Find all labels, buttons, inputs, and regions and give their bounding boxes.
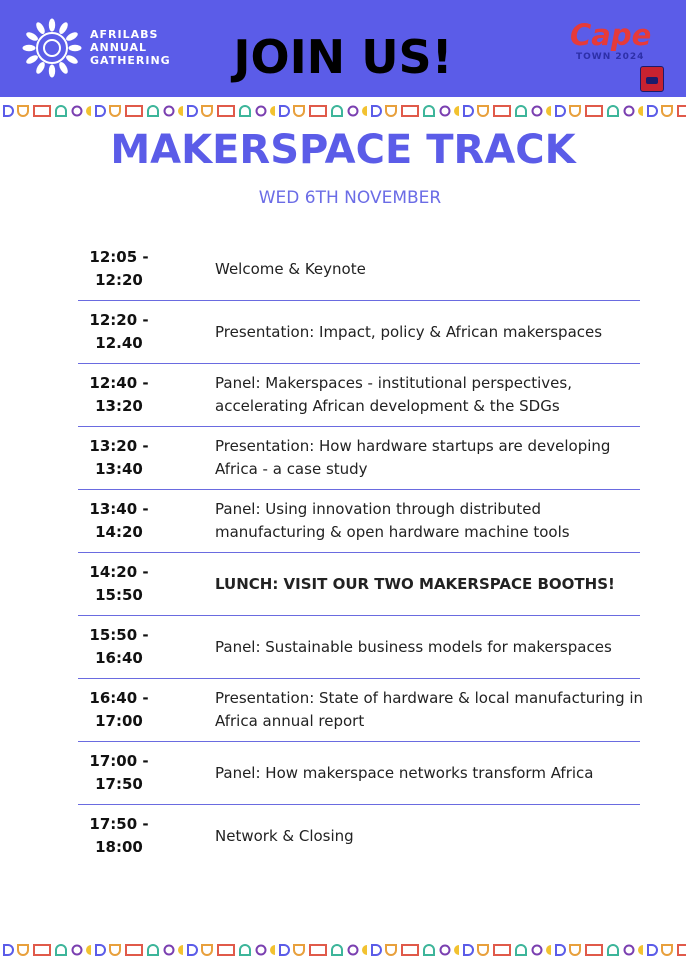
org-name: AFRILABS ANNUAL GATHERING — [90, 28, 171, 67]
session-time-end: 15:50 — [95, 586, 143, 604]
track-date: WED 6TH NOVEMBER — [258, 188, 442, 208]
session-title — [215, 301, 655, 363]
session-title — [215, 742, 655, 804]
session-title — [215, 679, 655, 741]
session-time-start: 17:00 - — [89, 752, 149, 770]
session-title — [215, 238, 655, 300]
session-time-start: 15:50 - — [89, 626, 149, 644]
session-time-start: 17:50 - — [89, 815, 149, 833]
session-title-text: Network & Closing — [215, 826, 354, 845]
session-time-end: 17:50 — [95, 775, 143, 793]
decorative-pattern-bottom — [0, 942, 686, 958]
header-banner — [0, 0, 686, 97]
session-time-end: 13:20 — [95, 397, 143, 415]
session-time-end: 13:40 — [95, 460, 143, 478]
schedule-row — [78, 742, 640, 805]
schedule-table — [78, 238, 644, 867]
session-time-start: 16:40 - — [89, 689, 149, 707]
schedule-row — [78, 616, 640, 679]
schedule-row — [78, 553, 640, 616]
session-time-start: 14:20 - — [89, 563, 149, 581]
session-title-text: Panel: Makerspaces - institutional perspectives, accelerating African development & the SDGs — [215, 374, 572, 415]
session-title-text: Presentation: How hardware startups are developing Africa - a case study — [215, 437, 611, 478]
session-title-text: Panel: Sustainable business models for makerspaces — [215, 637, 612, 656]
session-time-start: 13:40 - — [89, 500, 149, 518]
session-title — [215, 553, 655, 615]
headline: JOIN US! — [233, 30, 453, 84]
session-title-text: Panel: Using innovation through distributed manufacturing & open hardware machine tools — [215, 500, 570, 541]
session-time-end: 12.40 — [95, 334, 143, 352]
schedule-row — [78, 301, 640, 364]
session-title-text: Welcome & Keynote — [215, 259, 366, 278]
session-title-text: Panel: How makerspace networks transform Africa — [215, 763, 594, 782]
session-time — [78, 750, 160, 796]
session-time-start: 13:20 - — [89, 437, 149, 455]
host-city-subtitle: TOWN 2024 — [576, 52, 645, 62]
session-time — [78, 813, 160, 859]
schedule-row — [78, 427, 640, 490]
session-title — [215, 364, 655, 426]
schedule-row — [78, 805, 640, 867]
schedule-row — [78, 490, 640, 553]
session-time — [78, 687, 160, 733]
schedule-row — [78, 238, 640, 301]
session-time — [78, 498, 160, 544]
session-time-end: 16:40 — [95, 649, 143, 667]
session-time — [78, 246, 160, 292]
session-time-end: 18:00 — [95, 838, 143, 856]
track-title: MAKERSPACE TRACK — [110, 127, 576, 173]
session-time-start: 12:40 - — [89, 374, 149, 392]
session-time — [78, 309, 160, 355]
event-badge-icon — [640, 66, 664, 92]
session-time-end: 12:20 — [95, 271, 143, 289]
session-time — [78, 435, 160, 481]
session-title — [215, 490, 655, 552]
session-title-text: Presentation: Impact, policy & African makerspaces — [215, 322, 603, 341]
session-time-end: 14:20 — [95, 523, 143, 541]
session-time — [78, 561, 160, 607]
session-title — [215, 805, 655, 867]
session-title-text: LUNCH: VISIT OUR TWO MAKERSPACE BOOTHS! — [215, 574, 615, 593]
session-title — [215, 616, 655, 678]
session-time — [78, 372, 160, 418]
host-city-logo: Cape — [570, 18, 652, 52]
session-time-end: 17:00 — [95, 712, 143, 730]
session-time-start: 12:05 - — [89, 248, 149, 266]
schedule-row — [78, 679, 644, 742]
session-title-text: Presentation: State of hardware & local manufacturing in Africa annual report — [215, 689, 644, 730]
session-time — [78, 624, 160, 670]
session-time-start: 12:20 - — [89, 311, 149, 329]
decorative-pattern-top — [0, 103, 686, 119]
schedule-row — [78, 364, 640, 427]
session-title — [215, 427, 655, 489]
